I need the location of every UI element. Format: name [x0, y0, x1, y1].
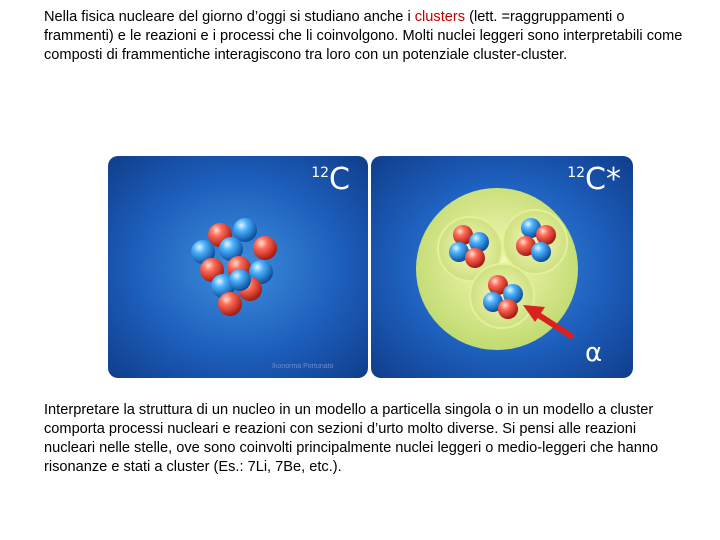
intro-text-after: (lett. =raggruppamenti o frammenti) e le reazioni e i processi che li coinvolgono. Molti nuclei leggeri sono interpretabili come composti di frammentiche interagiscono tra loro con un potenziale cluster-cluster. [44, 9, 683, 63]
alpha-cluster-top-right [503, 210, 567, 274]
neutron [229, 269, 251, 291]
intro-text-before: Nella fisica nucleare del giorno d’oggi si studiano anche i [44, 9, 415, 25]
proton [218, 292, 242, 316]
clusters-highlight: clusters [414, 9, 466, 25]
carbon-12-excited-state-panel [371, 156, 633, 378]
image-credit: Ikonorma Portunato [272, 363, 334, 370]
carbon-12-ground-state-panel [108, 156, 368, 378]
alpha-cluster-bottom [470, 264, 534, 328]
intro-paragraph [44, 8, 684, 65]
alpha-label: α [585, 338, 603, 368]
mass-number: 12 [567, 165, 586, 181]
proton [253, 236, 277, 260]
element-symbol: C [329, 162, 350, 197]
isotope-label-12C [311, 162, 350, 197]
conclusion-paragraph: Interpretare la struttura di un nucleo in un modello a particella singola o in un modello a cluster comporta processi nucleari e reazioni con sezioni d’urto molto diverse. Si pensi alle reazioni nucleari nelle stelle, ove sono coinvolti principalmente nuclei leggeri o medio-leggeri che hanno risonanze e stati a cluster (Es.: 7Li, 7Be, etc.). [44, 402, 659, 475]
nucleon-cluster-12C [191, 218, 277, 316]
element-symbol-excited: C* [585, 162, 621, 197]
isotope-label-12C-excited [567, 162, 621, 197]
mass-number: 12 [311, 165, 330, 181]
